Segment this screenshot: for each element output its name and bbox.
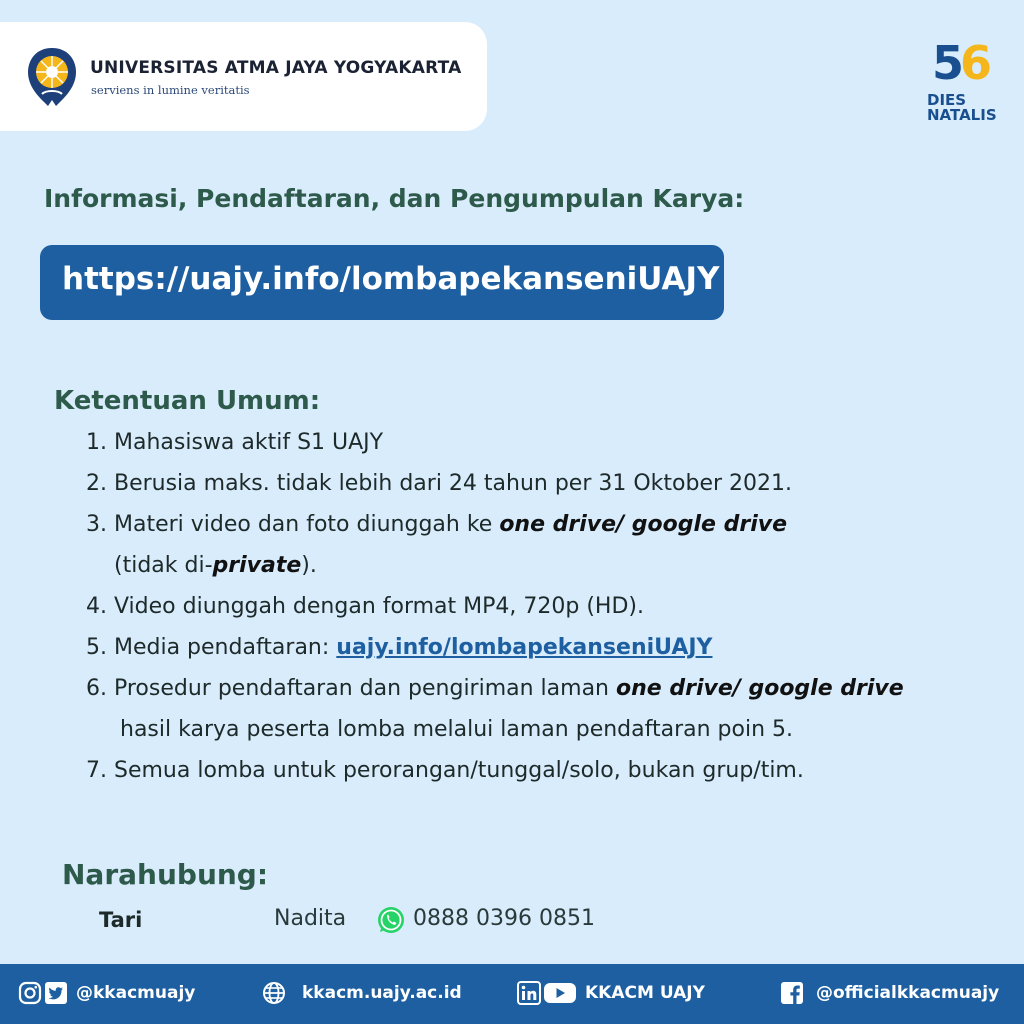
rule-item-2: 2. Berusia maks. tidak lebih dari 24 tahun per 31 Oktober 2021. [86,471,793,496]
dies-natalis-logo [924,38,996,128]
contact-heading: Narahubung: [62,858,269,891]
facebook-icon [780,981,804,1005]
contact-phone[interactable]: 0888 0396 0851 [413,906,595,931]
rule-3-emphasis: one drive/ google drive [499,512,788,537]
registration-link[interactable]: uajy.info/lombapekanseniUAJY [336,635,713,660]
rule-item-6-continued [86,709,986,750]
footer-social-1-label: @kkacmuajy [76,983,196,1003]
whatsapp-icon [376,905,406,935]
rule-6-text: 6. Prosedur pendaftaran dan pengiriman laman [86,676,616,701]
registration-url-box[interactable] [40,245,724,320]
contact-person-1: Tari [99,908,143,932]
footer-social-1[interactable] [18,981,195,1005]
dies-digit-5: 5 [932,36,961,90]
rule-3-text: 3. Materi video dan foto diunggah ke [86,512,500,537]
rule-item-7: 7. Semua lomba untuk perorangan/tunggal/solo, bukan grup/tim. [86,758,804,783]
footer-social-2[interactable] [517,981,705,1005]
rule-item-3-continued [86,545,986,586]
youtube-icon [543,981,577,1005]
rule-item-6 [86,668,986,709]
university-emblem-icon [26,44,78,108]
linkedin-icon [517,981,541,1005]
footer-social-2-label: KKACM UAJY [585,983,705,1003]
rules-heading: Ketentuan Umum: [54,386,321,416]
university-motto: serviens in lumine veritatis [91,83,250,97]
contact-person-2: Nadita [274,906,347,931]
rule-item-4: 4. Video diunggah dengan format MP4, 720p (HD). [86,594,644,619]
rule-6-emphasis: one drive/ google drive [616,676,904,701]
rule-5-text: 5. Media pendaftaran: [86,635,337,660]
rules-list [86,422,986,791]
rule-3b-text: (tidak di- [114,553,213,578]
rule-item-5 [86,627,986,668]
rule-3b-end: ). [301,553,317,578]
footer-facebook-label: @officialkkacmuajy [816,983,1000,1003]
footer-facebook[interactable] [780,981,999,1005]
footer-website-label: kkacm.uajy.ac.id [302,983,462,1003]
rule-item-1: 1. Mahasiswa aktif S1 UAJY [86,430,384,455]
dies-label-line1: DIES [927,91,967,109]
twitter-icon [44,981,68,1005]
footer-website[interactable] [262,981,462,1005]
globe-icon [262,981,286,1005]
university-name: UNIVERSITAS ATMA JAYA YOGYAKARTA [90,58,462,78]
rule-item-3 [86,504,986,545]
instagram-icon [18,981,42,1005]
university-logo-card [0,22,487,131]
dies-label-line2: NATALIS [927,106,997,124]
rule-6b-text: hasil karya peserta lomba melalui laman pendaftaran poin 5. [120,717,794,742]
rule-3b-emphasis: private [212,553,302,578]
registration-url[interactable]: https://uajy.info/lombapekanseniUAJY [62,261,720,297]
footer-bar [0,964,1024,1024]
info-heading: Informasi, Pendaftaran, dan Pengumpulan Karya: [44,184,745,213]
dies-natalis-number [932,38,988,88]
dies-digit-6: 6 [960,36,989,90]
